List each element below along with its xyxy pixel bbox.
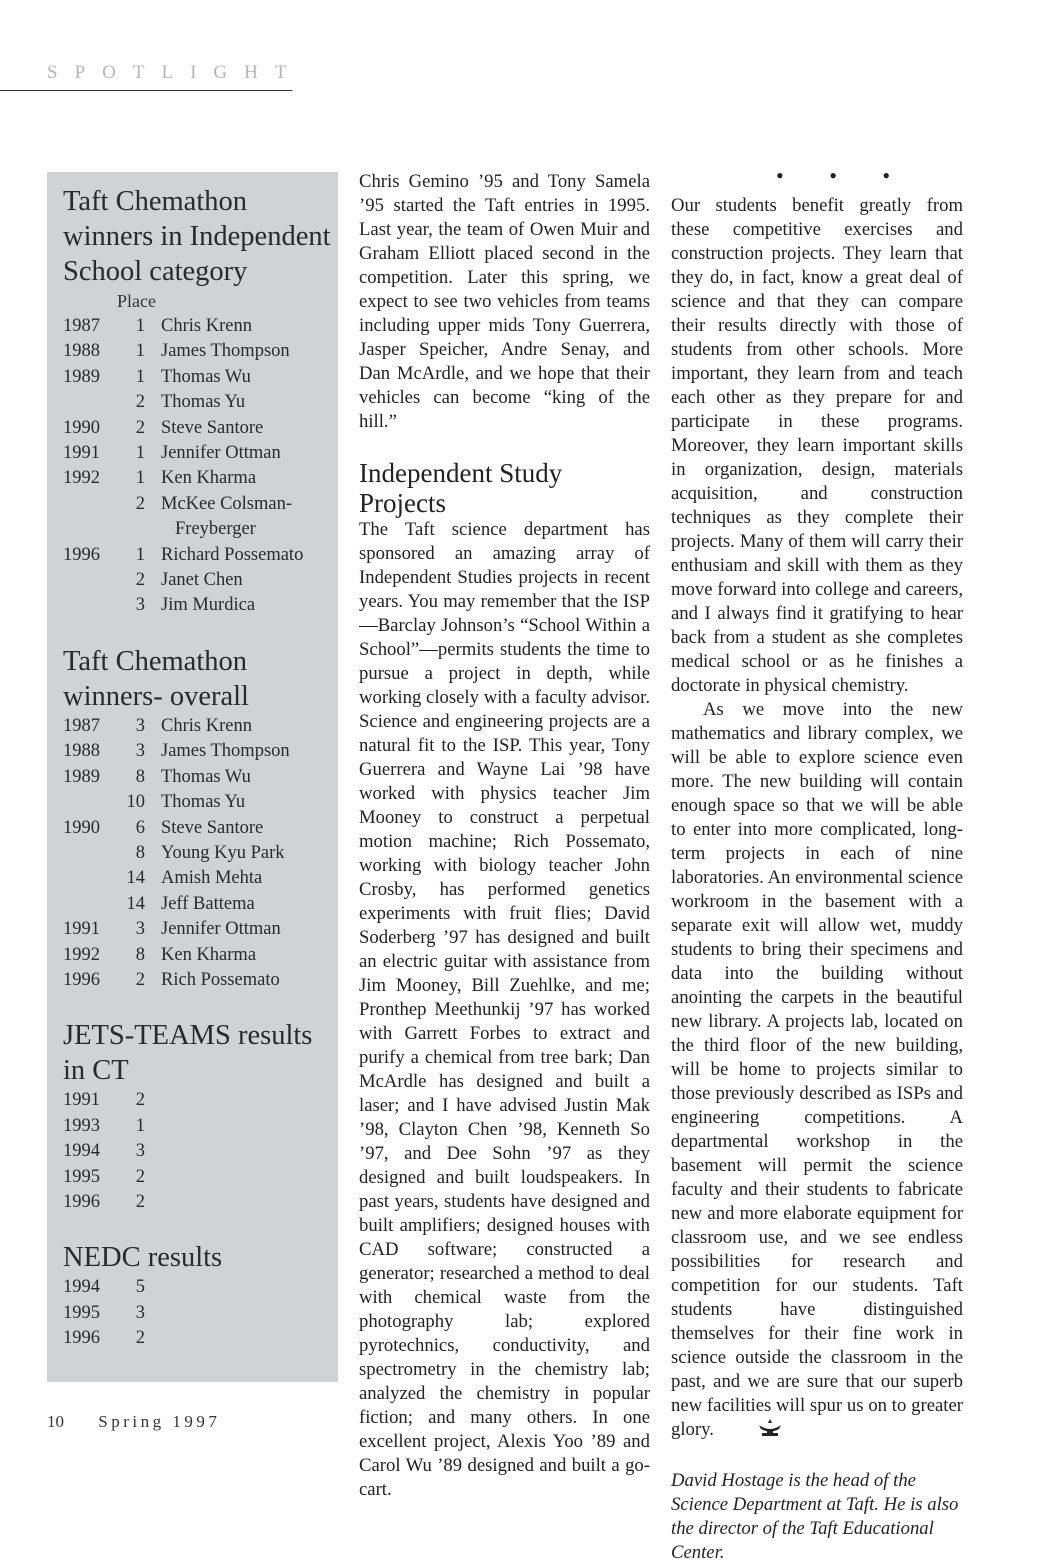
article-heading: Independent Study Projects <box>359 458 563 518</box>
year-cell: 1989 <box>63 366 100 387</box>
year-cell: 1996 <box>63 1328 100 1349</box>
year-cell: 1995 <box>63 1302 100 1323</box>
name-cell: Amish Mehta <box>161 868 263 889</box>
table-row <box>63 416 338 441</box>
place-cell: 2 <box>135 392 145 413</box>
name-cell: Chris Krenn <box>161 316 252 336</box>
place-cell: 1 <box>135 341 145 362</box>
results-sidebar <box>47 172 338 1382</box>
independent-table <box>63 314 338 619</box>
place-cell: 3 <box>135 1141 145 1162</box>
table-row <box>63 1275 338 1300</box>
year-cell: 1994 <box>63 1277 100 1298</box>
article-paragraph-text: As we move into the new mathematics and library complex, we will be able to explore science even more. The new building will contain enough space so that we will be able to enter into more complicated, long-term projects in each of nine laboratories. An environmental science workroom in the basement with a separate exit will allow wet, muddy students to bring their specimens and data into the building without anointing the carpets in the beautiful new library. A projects lab, located on the third floor of the new building, will be home to projects similar to those previously described as ISPs and engineering competitions. A departmental workshop in the basement will permit the science faculty and their students to fabricate new and more elaborate equipment for classroom use, and we see endless possibilities for research and competition for our students. Taft students have distinguished themselves for their fine work in science outside the classroom in the past, and we are sure that our superb new facilities will spur us on to greater glory. <box>671 699 963 1440</box>
name-cell: Janet Chen <box>161 570 243 591</box>
year-cell <box>63 866 121 891</box>
section-rule <box>0 90 292 91</box>
nedc-heading: NEDC results <box>63 1242 223 1274</box>
table-row <box>63 568 338 593</box>
place-cell: 3 <box>135 919 145 940</box>
table-row <box>63 739 338 764</box>
place-cell: 10 <box>126 792 145 813</box>
section-label: SPOTLIGHT <box>47 62 304 83</box>
table-row <box>63 790 338 815</box>
place-cell: 2 <box>135 417 145 438</box>
place-cell: 3 <box>135 741 145 762</box>
page-number: 10 <box>47 1412 64 1431</box>
table-row <box>63 441 338 466</box>
table-row <box>63 866 338 891</box>
year-cell: 1990 <box>63 417 100 438</box>
year-cell: 1987 <box>63 316 100 336</box>
year-cell: 1990 <box>63 817 100 838</box>
name-cell: Jennifer Ottman <box>161 443 281 464</box>
year-cell: 1991 <box>63 1090 100 1111</box>
lamp-icon <box>724 1418 784 1445</box>
article-paragraph: The Taft science department has sponsored an amazing array of Independent Studies projects in recent years. You may remember that the ISP—Barclay Johnson’s “School Within a School”—permits students the time to pursue a project in depth, while working closely with a faculty advisor. Science and engineering projects are a natural fit to the ISP. This year, Tony Guerrera and Wayne Lai ’98 have worked with physics teacher Jim Mooney to construct a perpetual motion machine; Rich Possemato, working with biology teacher John Crosby, has performed genetics experiments with fruit flies; David Soderberg ’97 has designed and built an electric guitar with assistance from Jim Mooney, Bill Zuehlke, and me; Pronthep Meethunkij ’97 has worked with Garrett Forbes to extract and purify a chemical from tree bark; Dan McArdle has designed and built a laser; and I have advised Justin Mak ’98, Clayton Chen ’98, Kenneth So ’97, and Dee Sohn ’97 as they designed and built loudspeakers. In past years, students have designed and built amplifiers; designed houses with CAD software; constructed a generator; researched a method to deal with chemical waste from the photography lab; explored pyrotechnics, conductivity, and spectrometry in the chemistry lab; analyzed the chemistry in popular fiction; and many others. In one excellent project, Alexis Yoo ’89 and Carol Wu ’89 designed and built a go-cart. <box>359 519 650 1500</box>
year-cell: 1996 <box>63 1191 100 1212</box>
place-cell: 3 <box>135 595 145 616</box>
place-column-header: Place <box>117 291 156 311</box>
place-cell: 2 <box>135 493 145 514</box>
year-cell <box>63 568 121 593</box>
year-cell: 1995 <box>63 1166 100 1187</box>
table-row <box>63 1326 338 1351</box>
place-cell: 6 <box>135 817 145 838</box>
name-cell: Freyberger <box>175 519 256 540</box>
year-cell: 1996 <box>63 969 100 990</box>
name-cell: Jennifer Ottman <box>161 919 281 940</box>
article-column-middle <box>359 170 650 1502</box>
table-row <box>63 816 338 841</box>
year-cell <box>63 892 121 917</box>
overall-heading: Taft Chemathon winners- overall <box>63 645 249 712</box>
table-row <box>63 543 338 568</box>
year-cell: 1988 <box>63 741 100 762</box>
year-cell: 1994 <box>63 1141 100 1162</box>
place-cell: 2 <box>135 1191 145 1212</box>
table-row <box>63 841 338 866</box>
table-row <box>63 1088 338 1113</box>
table-row <box>63 517 338 542</box>
name-cell: Ken Kharma <box>161 944 257 965</box>
place-cell: 3 <box>135 1302 145 1323</box>
place-cell <box>121 517 145 542</box>
year-cell: 1987 <box>63 715 100 736</box>
place-cell: 1 <box>135 443 145 464</box>
name-cell: Thomas Wu <box>161 766 251 787</box>
year-cell: 1988 <box>63 341 100 362</box>
table-row <box>63 1165 338 1190</box>
table-row <box>63 1301 338 1326</box>
name-cell: Jeff Battema <box>161 893 255 914</box>
table-row <box>63 466 338 491</box>
name-cell: Young Kyu Park <box>161 842 285 863</box>
page-footer <box>47 1412 220 1432</box>
jets-table <box>63 1088 338 1215</box>
table-row <box>63 1139 338 1164</box>
jets-heading: JETS-TEAMS results in CT <box>63 1020 313 1087</box>
table-row <box>63 492 338 517</box>
table-row <box>63 917 338 942</box>
name-cell: Thomas Yu <box>161 792 246 813</box>
table-row <box>63 339 338 364</box>
name-cell: McKee Colsman- <box>161 493 293 514</box>
table-row <box>63 943 338 968</box>
place-cell: 2 <box>135 1090 145 1111</box>
table-row <box>63 390 338 415</box>
table-row <box>63 892 338 917</box>
table-row <box>63 1190 338 1215</box>
section-divider-dots: • • • <box>776 163 911 188</box>
year-cell: 1992 <box>63 468 100 489</box>
name-cell: Chris Krenn <box>161 715 252 736</box>
year-cell <box>63 492 121 517</box>
table-row <box>63 765 338 790</box>
year-cell <box>63 841 121 866</box>
year-cell: 1993 <box>63 1115 100 1136</box>
article-column-right <box>671 194 963 1565</box>
place-cell: 2 <box>135 1328 145 1349</box>
article-paragraph: Our students benefit greatly from these competitive exercises and construction projects. They learn that they do, in fact, know a great deal of science and that they can compare their results directly with those of students from other schools. More important, they learn from and teach each other as they prepare for and participate in these programs. Moreover, they learn important skills in organization, design, materials acquisition, and construction techniques as they complete their projects. Many of them will carry their enthusiam and skill with them as they move forward into college and careers, and I always find it gratifying to hear back from a student as she completes medical school or as he finishes a doctorate in physical chemistry. <box>671 195 963 696</box>
independent-heading: Taft Chemathon winners in Independent School category <box>63 186 331 287</box>
name-cell: Thomas Yu <box>161 392 246 413</box>
place-cell: 2 <box>135 570 145 591</box>
article-paragraph: Chris Gemino ’95 and Tony Samela ’95 started the Taft entries in 1995. Last year, the team of Owen Muir and Graham Elliott placed second in the competition. Later this spring, we expect to see two vehicles from teams including upper mids Tony Guerrera, Jasper Speicher, Andre Senay, and Dan McArdle, and we hope that their vehicles can become “king of the hill.” <box>359 171 650 432</box>
year-cell: 1991 <box>63 443 100 464</box>
author-byline: David Hostage is the head of the Science Department at Taft. He is also the director of the Taft Educational Center. <box>671 1470 959 1563</box>
place-cell: 1 <box>135 1115 145 1136</box>
name-cell: Thomas Wu <box>161 366 251 387</box>
place-cell: 8 <box>135 842 145 863</box>
name-cell: Richard Possemato <box>161 544 304 565</box>
name-cell: James Thompson <box>161 741 290 762</box>
nedc-table <box>63 1275 338 1351</box>
year-cell: 1989 <box>63 766 100 787</box>
name-cell: James Thompson <box>161 341 290 362</box>
year-cell: 1991 <box>63 919 100 940</box>
place-cell: 1 <box>135 468 145 489</box>
place-cell: 14 <box>126 893 145 914</box>
name-cell: Rich Possemato <box>161 969 280 990</box>
table-row <box>63 714 338 739</box>
year-cell <box>63 790 121 815</box>
year-cell <box>63 390 121 415</box>
place-cell: 8 <box>135 944 145 965</box>
name-cell: Steve Santore <box>161 417 264 438</box>
place-cell: 2 <box>135 969 145 990</box>
year-cell <box>63 593 121 618</box>
table-row <box>63 314 338 339</box>
year-cell: 1992 <box>63 944 100 965</box>
place-cell: 14 <box>126 868 145 889</box>
issue-label: Spring 1997 <box>98 1412 221 1431</box>
table-row <box>63 593 338 618</box>
year-cell <box>63 517 121 542</box>
place-cell: 2 <box>135 1166 145 1187</box>
table-row <box>63 1114 338 1139</box>
place-cell: 8 <box>135 766 145 787</box>
name-cell: Steve Santore <box>161 817 264 838</box>
overall-table <box>63 714 338 993</box>
name-cell: Ken Kharma <box>161 468 257 489</box>
place-cell: 5 <box>135 1277 145 1298</box>
place-cell: 1 <box>135 316 145 336</box>
name-cell: Jim Murdica <box>161 595 256 616</box>
place-cell: 1 <box>135 366 145 387</box>
place-cell: 3 <box>135 715 145 736</box>
table-row <box>63 365 338 390</box>
year-cell: 1996 <box>63 544 100 565</box>
table-row <box>63 968 338 993</box>
place-cell: 1 <box>135 544 145 565</box>
article-paragraph-last <box>671 698 963 1445</box>
